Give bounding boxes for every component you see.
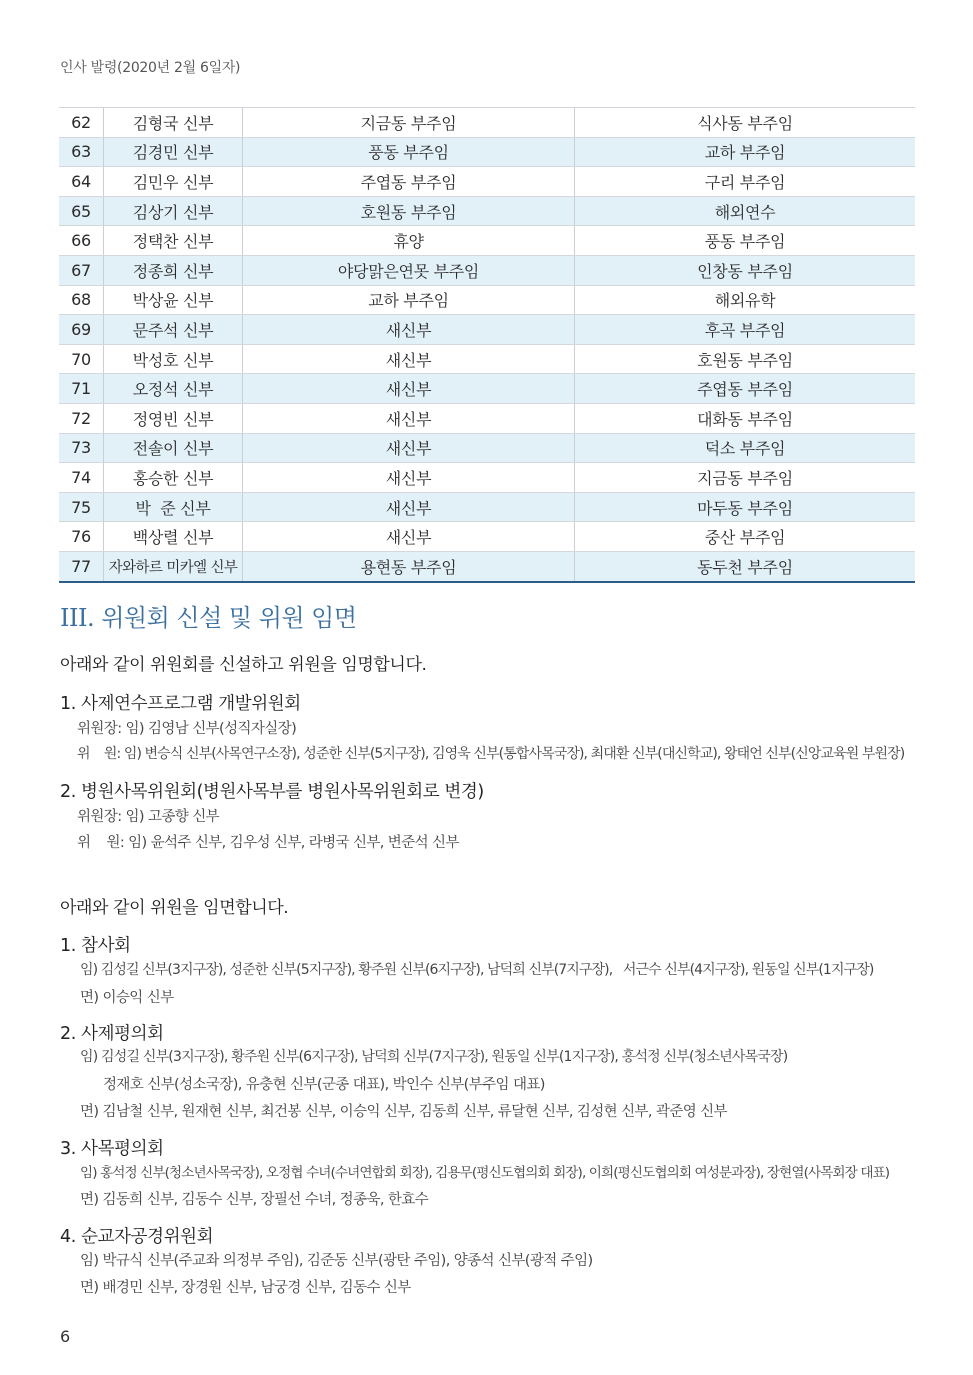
previous-post: 용현동 부주임: [243, 551, 575, 581]
intro-paragraph: 아래와 같이 위원회를 신설하고 위원을 임명합니다.: [60, 655, 427, 675]
priest-name: 박상윤 신부: [104, 285, 243, 315]
previous-post: 새신부: [243, 522, 575, 552]
committee-line: 임) 홍석정 신부(청소년사목국장), 오정협 수녀(수녀연합회 회장), 김용무(평신도협의회 회장), 이희(평신도협의회 여성분과장), 장현열(사목회장 대표): [80, 1165, 890, 1181]
new-post: 마두동 부주임: [575, 492, 916, 522]
table-row: [59, 492, 915, 522]
previous-post: 새신부: [243, 463, 575, 493]
new-post: 해외연수: [575, 196, 916, 226]
previous-post: 휴양: [243, 226, 575, 256]
new-post: 교하 부주임: [575, 137, 916, 167]
priest-name: 김상기 신부: [104, 196, 243, 226]
priest-name: 김민우 신부: [104, 167, 243, 197]
committee-title: 3. 사목평의회: [60, 1139, 164, 1159]
priest-name: 김형국 신부: [104, 108, 243, 138]
committee-title: 1. 참사회: [60, 936, 131, 956]
section-title: III. 위원회 신설 및 위원 임면: [60, 604, 357, 632]
priest-name: 정택찬 신부: [104, 226, 243, 256]
new-post: 대화동 부주임: [575, 403, 916, 433]
new-post: 인창동 부주임: [575, 255, 916, 285]
previous-post: 새신부: [243, 403, 575, 433]
table-row: [59, 167, 915, 197]
table-row: [59, 433, 915, 463]
row-number: 74: [59, 463, 104, 493]
committee-title: 4. 순교자공경위원회: [60, 1227, 214, 1247]
table-row: [59, 137, 915, 167]
committee-line: 위원장: 임) 김영남 신부(성직자실장): [77, 721, 297, 737]
previous-post: 교하 부주임: [243, 285, 575, 315]
table-row: [59, 226, 915, 256]
previous-post: 지금동 부주임: [243, 108, 575, 138]
row-number: 72: [59, 403, 104, 433]
table-row: [59, 522, 915, 552]
committee-title: 1. 사제연수프로그램 개발위원회: [60, 694, 301, 714]
committee-line: 면) 김동희 신부, 김동수 신부, 장필선 수녀, 정종욱, 한효수: [80, 1192, 429, 1208]
committee-line: 위 원: 임) 윤석주 신부, 김우성 신부, 라병국 신부, 변준석 신부: [77, 835, 459, 851]
priest-name: 정종희 신부: [104, 255, 243, 285]
row-number: 75: [59, 492, 104, 522]
previous-post: 풍동 부주임: [243, 137, 575, 167]
new-post: 중산 부주임: [575, 522, 916, 552]
table-row: [59, 403, 915, 433]
row-number: 68: [59, 285, 104, 315]
committee-line: 면) 배경민 신부, 장경원 신부, 남궁경 신부, 김동수 신부: [80, 1280, 411, 1296]
row-number: 63: [59, 137, 104, 167]
new-post: 주엽동 부주임: [575, 374, 916, 404]
new-post: 풍동 부주임: [575, 226, 916, 256]
previous-post: 새신부: [243, 315, 575, 345]
running-header: 인사 발령(2020년 2월 6일자): [60, 60, 241, 76]
previous-post: 새신부: [243, 344, 575, 374]
table-row: [59, 196, 915, 226]
row-number: 73: [59, 433, 104, 463]
intro-paragraph: 아래와 같이 위원을 임면합니다.: [60, 898, 289, 918]
previous-post: 새신부: [243, 492, 575, 522]
row-number: 70: [59, 344, 104, 374]
table-row: [59, 374, 915, 404]
committee-line: 정재호 신부(성소국장), 유충현 신부(군종 대표), 박인수 신부(부주임 대표): [103, 1077, 545, 1093]
priest-name: 문주석 신부: [104, 315, 243, 345]
previous-post: 새신부: [243, 374, 575, 404]
priest-name: 박성호 신부: [104, 344, 243, 374]
row-number: 69: [59, 315, 104, 345]
committee-title: 2. 병원사목위원회(병원사목부를 병원사목위원회로 변경): [60, 782, 484, 802]
priest-name: 홍승한 신부: [104, 463, 243, 493]
table-row: [59, 108, 915, 138]
new-post: 호원동 부주임: [575, 344, 916, 374]
committee-line: 면) 김남철 신부, 원재현 신부, 최건봉 신부, 이승익 신부, 김동희 신부, 류달현 신부, 김성현 신부, 곽준영 신부: [80, 1104, 727, 1120]
priest-name: 백상렬 신부: [104, 522, 243, 552]
new-post: 동두천 부주임: [575, 551, 916, 581]
table-row: [59, 255, 915, 285]
row-number: 77: [59, 551, 104, 581]
row-number: 62: [59, 108, 104, 138]
priest-name: 김경민 신부: [104, 137, 243, 167]
previous-post: 새신부: [243, 433, 575, 463]
committee-line: 위 원: 임) 변승식 신부(사목연구소장), 성준한 신부(5지구장), 김영욱 신부(통합사목국장), 최대환 신부(대신학교), 왕태언 신부(신앙교육원 부원장): [77, 746, 905, 762]
table-row: [59, 463, 915, 493]
previous-post: 야당맑은연못 부주임: [243, 255, 575, 285]
priest-name: 자와하르 미카엘 신부: [104, 551, 243, 581]
new-post: 덕소 부주임: [575, 433, 916, 463]
row-number: 67: [59, 255, 104, 285]
priest-name: 정영빈 신부: [104, 403, 243, 433]
assignment-table: [59, 107, 915, 583]
committee-line: 임) 김성길 신부(3지구장), 성준한 신부(5지구장), 황주원 신부(6지구장), 남덕희 신부(7지구장), 서근수 신부(4지구장), 원동일 신부(1지구장): [80, 962, 874, 978]
committee-line: 위원장: 임) 고종향 신부: [77, 809, 220, 825]
table-row: [59, 551, 915, 581]
row-number: 66: [59, 226, 104, 256]
table-row: [59, 285, 915, 315]
new-post: 구리 부주임: [575, 167, 916, 197]
row-number: 64: [59, 167, 104, 197]
previous-post: 주엽동 부주임: [243, 167, 575, 197]
previous-post: 호원동 부주임: [243, 196, 575, 226]
priest-name: 전솔이 신부: [104, 433, 243, 463]
new-post: 식사동 부주임: [575, 108, 916, 138]
row-number: 76: [59, 522, 104, 552]
table-row: [59, 344, 915, 374]
table-row: [59, 315, 915, 345]
new-post: 후곡 부주임: [575, 315, 916, 345]
new-post: 해외유학: [575, 285, 916, 315]
priest-name: 박 준 신부: [104, 492, 243, 522]
committee-line: 임) 김성길 신부(3지구장), 황주원 신부(6지구장), 남덕희 신부(7지구장), 원동일 신부(1지구장), 홍석정 신부(청소년사목국장): [80, 1049, 788, 1065]
row-number: 71: [59, 374, 104, 404]
committee-line: 임) 박규식 신부(주교좌 의정부 주임), 김준동 신부(광탄 주임), 양종석 신부(광적 주임): [80, 1253, 593, 1269]
priest-name: 오정석 신부: [104, 374, 243, 404]
committee-line: 면) 이승익 신부: [80, 990, 174, 1006]
new-post: 지금동 부주임: [575, 463, 916, 493]
row-number: 65: [59, 196, 104, 226]
committee-title: 2. 사제평의회: [60, 1024, 164, 1044]
page-number: 6: [60, 1327, 71, 1346]
